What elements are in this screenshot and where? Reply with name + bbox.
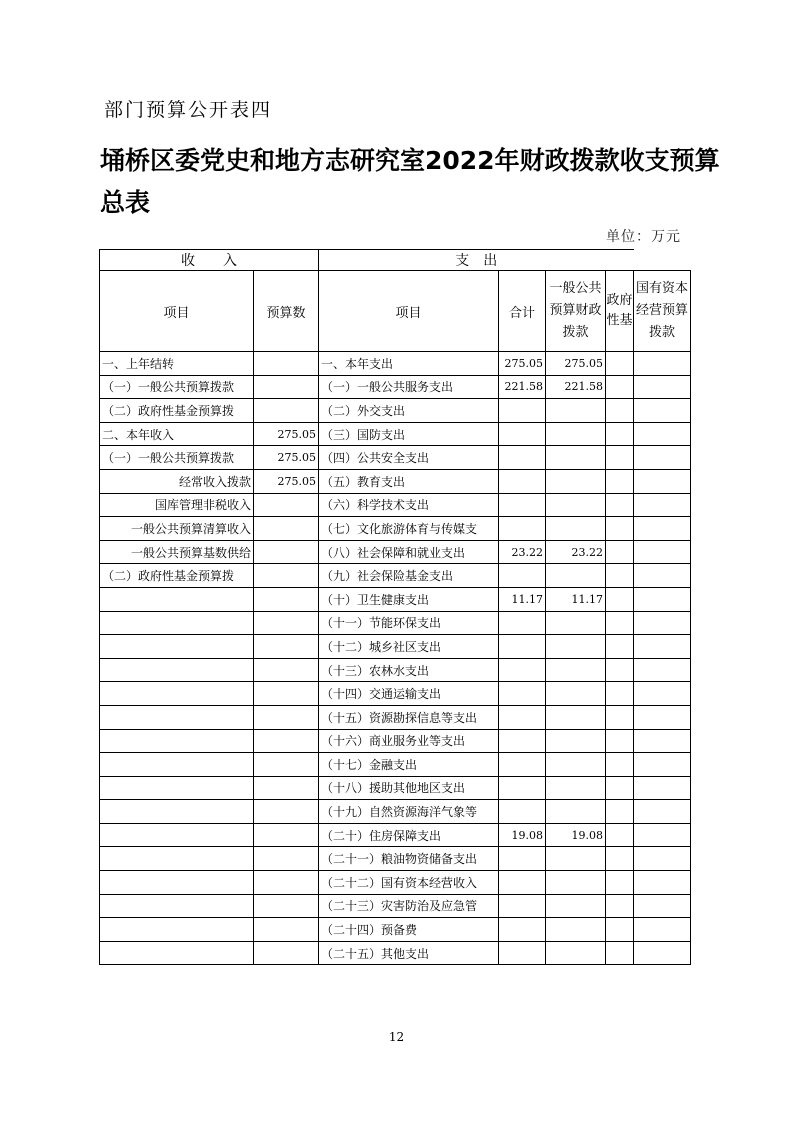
income-item-cell [100, 729, 254, 753]
expense-total-cell [499, 847, 546, 871]
expense-item-cell: （二十三）灾害防治及应急管 [319, 894, 499, 918]
expense-fund-cell [606, 753, 634, 777]
income-header: 收 入 [100, 250, 319, 271]
expense-state-cell [634, 352, 691, 376]
expense-fund-cell [606, 493, 634, 517]
income-item-cell: （二）政府性基金预算拨 [100, 399, 254, 423]
table-row [100, 375, 691, 399]
expense-general-cell [546, 682, 606, 706]
table-row [100, 540, 691, 564]
expense-general-cell [546, 894, 606, 918]
expense-item-cell: （三）国防支出 [319, 422, 499, 446]
income-budget-cell [254, 517, 319, 541]
expense-state-cell [634, 587, 691, 611]
expense-fund-cell [606, 823, 634, 847]
expense-fund-cell [606, 352, 634, 376]
expense-general-cell [546, 705, 606, 729]
col-income-item: 项目 [100, 271, 254, 352]
expense-total-cell: 11.17 [499, 587, 546, 611]
income-budget-cell [254, 729, 319, 753]
expense-state-cell [634, 635, 691, 659]
expense-total-cell [499, 564, 546, 588]
expense-total-cell [499, 871, 546, 895]
expense-item-cell: （十五）资源勘探信息等支出 [319, 705, 499, 729]
expense-total-cell: 23.22 [499, 540, 546, 564]
expense-total-cell [499, 941, 546, 965]
expense-item-cell: （五）教育支出 [319, 469, 499, 493]
income-budget-cell [254, 918, 319, 942]
expense-fund-cell [606, 469, 634, 493]
expense-total-cell [499, 517, 546, 541]
income-budget-cell [254, 847, 319, 871]
expense-general-cell [546, 399, 606, 423]
table-row [100, 682, 691, 706]
expense-state-cell [634, 422, 691, 446]
table-row [100, 658, 691, 682]
expense-general-cell [546, 753, 606, 777]
expense-state-cell [634, 894, 691, 918]
expense-item-cell: （一）一般公共服务支出 [319, 375, 499, 399]
col-general-budget: 一般公共预算财政拨款 [546, 271, 606, 352]
income-item-cell [100, 635, 254, 659]
expense-state-cell [634, 658, 691, 682]
expense-general-cell [546, 871, 606, 895]
expense-total-cell [499, 705, 546, 729]
expense-state-cell [634, 918, 691, 942]
income-item-cell [100, 658, 254, 682]
expense-fund-cell [606, 564, 634, 588]
expense-state-cell [634, 611, 691, 635]
expense-total-cell [499, 635, 546, 659]
expense-total-cell [499, 776, 546, 800]
table-row [100, 564, 691, 588]
income-budget-cell [254, 800, 319, 824]
expense-state-cell [634, 705, 691, 729]
expense-total-cell [499, 446, 546, 470]
expense-item-cell: （十六）商业服务业等支出 [319, 729, 499, 753]
income-item-cell: 一般公共预算基数供给 [100, 540, 254, 564]
income-budget-cell [254, 823, 319, 847]
expense-state-cell [634, 729, 691, 753]
expense-total-cell [499, 399, 546, 423]
expense-state-cell [634, 847, 691, 871]
expense-item-cell: （十八）援助其他地区支出 [319, 776, 499, 800]
expense-item-cell: （二十五）其他支出 [319, 941, 499, 965]
table-row [100, 493, 691, 517]
expense-general-cell: 275.05 [546, 352, 606, 376]
income-item-cell [100, 682, 254, 706]
expense-total-cell [499, 611, 546, 635]
income-budget-cell [254, 635, 319, 659]
income-budget-cell [254, 375, 319, 399]
expense-general-cell [546, 635, 606, 659]
income-budget-cell [254, 611, 319, 635]
income-item-cell: 二、本年收入 [100, 422, 254, 446]
income-item-cell: （二）政府性基金预算拨 [100, 564, 254, 588]
expense-state-cell [634, 800, 691, 824]
income-budget-cell [254, 352, 319, 376]
expense-item-cell: （二十一）粮油物资储备支出 [319, 847, 499, 871]
expense-general-cell: 23.22 [546, 540, 606, 564]
budget-table [99, 249, 691, 965]
income-budget-cell [254, 705, 319, 729]
expense-fund-cell [606, 540, 634, 564]
expense-general-cell [546, 446, 606, 470]
table-row [100, 918, 691, 942]
income-item-cell [100, 705, 254, 729]
income-budget-cell [254, 871, 319, 895]
expense-state-cell [634, 823, 691, 847]
table-row [100, 776, 691, 800]
table-subtitle: 部门预算公开表四 [104, 99, 273, 121]
expense-fund-cell [606, 705, 634, 729]
income-item-cell: （一）一般公共预算拨款 [100, 446, 254, 470]
table-row [100, 587, 691, 611]
col-gov-fund: 政府性基 [606, 271, 634, 352]
table-row [100, 352, 691, 376]
table-row [100, 611, 691, 635]
expense-fund-cell [606, 729, 634, 753]
expense-total-cell [499, 658, 546, 682]
expense-fund-cell [606, 399, 634, 423]
expense-general-cell: 19.08 [546, 823, 606, 847]
table-row [100, 705, 691, 729]
expense-fund-cell [606, 776, 634, 800]
expense-fund-cell [606, 847, 634, 871]
expense-total-cell [499, 729, 546, 753]
expense-state-cell [634, 871, 691, 895]
expense-total-cell [499, 493, 546, 517]
income-item-cell [100, 611, 254, 635]
expense-general-cell [546, 658, 606, 682]
income-budget-cell [254, 776, 319, 800]
expense-fund-cell [606, 587, 634, 611]
income-item-cell: 经常收入拨款 [100, 469, 254, 493]
expense-item-cell: （十四）交通运输支出 [319, 682, 499, 706]
expense-item-cell: （十一）节能环保支出 [319, 611, 499, 635]
expense-state-cell [634, 446, 691, 470]
income-budget-cell [254, 894, 319, 918]
expense-item-cell: （二）外交支出 [319, 399, 499, 423]
expense-fund-cell [606, 894, 634, 918]
income-budget-cell [254, 941, 319, 965]
expense-total-cell [499, 682, 546, 706]
table-row [100, 871, 691, 895]
income-budget-cell [254, 493, 319, 517]
expense-total-cell: 221.58 [499, 375, 546, 399]
income-item-cell [100, 847, 254, 871]
table-row [100, 823, 691, 847]
expense-fund-cell [606, 422, 634, 446]
expense-state-cell [634, 941, 691, 965]
expense-state-cell [634, 493, 691, 517]
income-budget-cell [254, 540, 319, 564]
expense-general-cell [546, 469, 606, 493]
income-budget-cell [254, 587, 319, 611]
income-budget-cell [254, 399, 319, 423]
col-income-budget: 预算数 [254, 271, 319, 352]
expense-general-cell [546, 517, 606, 541]
expense-item-cell: （十七）金融支出 [319, 753, 499, 777]
expense-general-cell [546, 564, 606, 588]
income-item-cell [100, 823, 254, 847]
expense-fund-cell [606, 941, 634, 965]
expense-item-cell: （六）科学技术支出 [319, 493, 499, 517]
income-item-cell [100, 941, 254, 965]
income-budget-cell [254, 753, 319, 777]
income-item-cell [100, 800, 254, 824]
expense-state-cell [634, 469, 691, 493]
expense-item-cell: （二十四）预备费 [319, 918, 499, 942]
income-budget-cell: 275.05 [254, 469, 319, 493]
expense-general-cell: 11.17 [546, 587, 606, 611]
expense-item-cell: （九）社会保险基金支出 [319, 564, 499, 588]
table-row [100, 446, 691, 470]
expense-general-cell [546, 847, 606, 871]
expense-item-cell: （二十二）国有资本经营收入 [319, 871, 499, 895]
income-item-cell [100, 587, 254, 611]
expense-fund-cell [606, 517, 634, 541]
expense-general-cell [546, 611, 606, 635]
table-row [100, 941, 691, 965]
expense-item-cell: （十九）自然资源海洋气象等 [319, 800, 499, 824]
expense-total-cell: 19.08 [499, 823, 546, 847]
expense-general-cell [546, 776, 606, 800]
expense-fund-cell [606, 658, 634, 682]
table-row [100, 635, 691, 659]
expense-state-cell [634, 682, 691, 706]
expense-total-cell [499, 918, 546, 942]
header-blank [634, 250, 691, 271]
income-budget-cell: 275.05 [254, 422, 319, 446]
expense-state-cell [634, 540, 691, 564]
income-item-cell [100, 871, 254, 895]
expense-fund-cell [606, 611, 634, 635]
expense-state-cell [634, 753, 691, 777]
expense-state-cell [634, 564, 691, 588]
page-title: 埇桥区委党史和地方志研究室2022年财政拨款收支预算总表 [100, 146, 720, 217]
expense-general-cell [546, 493, 606, 517]
expense-state-cell [634, 375, 691, 399]
expense-state-cell [634, 399, 691, 423]
expense-item-cell: （二十）住房保障支出 [319, 823, 499, 847]
income-item-cell [100, 918, 254, 942]
expense-total-cell [499, 753, 546, 777]
table-row [100, 753, 691, 777]
expense-general-cell [546, 941, 606, 965]
expense-item-cell: （十三）农林水支出 [319, 658, 499, 682]
expense-item-cell: （七）文化旅游体育与传媒支 [319, 517, 499, 541]
expense-fund-cell [606, 918, 634, 942]
expense-fund-cell [606, 375, 634, 399]
expense-fund-cell [606, 682, 634, 706]
table-row [100, 517, 691, 541]
expense-total-cell [499, 894, 546, 918]
income-item-cell: 一、上年结转 [100, 352, 254, 376]
table-row [100, 399, 691, 423]
expense-item-cell: 一、本年支出 [319, 352, 499, 376]
expense-fund-cell [606, 800, 634, 824]
expense-general-cell [546, 800, 606, 824]
table-row [100, 729, 691, 753]
income-budget-cell: 275.05 [254, 446, 319, 470]
expense-total-cell [499, 422, 546, 446]
income-item-cell [100, 894, 254, 918]
header-row-top [100, 250, 691, 271]
expense-general-cell [546, 422, 606, 446]
unit-label: 单位：万元 [606, 229, 681, 245]
expense-total-cell: 275.05 [499, 352, 546, 376]
income-budget-cell [254, 682, 319, 706]
table-row [100, 469, 691, 493]
expense-fund-cell [606, 635, 634, 659]
table-row [100, 847, 691, 871]
income-item-cell: （一）一般公共预算拨款 [100, 375, 254, 399]
col-state-capital: 国有资本经营预算拨款 [634, 271, 691, 352]
table-row [100, 894, 691, 918]
income-item-cell: 一般公共预算清算收入 [100, 517, 254, 541]
table-row [100, 800, 691, 824]
expense-header: 支 出 [319, 250, 634, 271]
page-number: 12 [388, 1030, 405, 1044]
expense-item-cell: （十）卫生健康支出 [319, 587, 499, 611]
income-item-cell: 国库管理非税收入 [100, 493, 254, 517]
expense-general-cell: 221.58 [546, 375, 606, 399]
header-row-columns [100, 271, 691, 352]
expense-general-cell [546, 918, 606, 942]
expense-fund-cell [606, 446, 634, 470]
expense-item-cell: （十二）城乡社区支出 [319, 635, 499, 659]
expense-fund-cell [606, 871, 634, 895]
col-expense-item: 项目 [319, 271, 499, 352]
col-total: 合计 [499, 271, 546, 352]
income-budget-cell [254, 564, 319, 588]
expense-item-cell: （八）社会保障和就业支出 [319, 540, 499, 564]
expense-total-cell [499, 800, 546, 824]
expense-item-cell: （四）公共安全支出 [319, 446, 499, 470]
expense-total-cell [499, 469, 546, 493]
income-budget-cell [254, 658, 319, 682]
income-item-cell [100, 776, 254, 800]
expense-general-cell [546, 729, 606, 753]
expense-state-cell [634, 776, 691, 800]
table-row [100, 422, 691, 446]
income-item-cell [100, 753, 254, 777]
expense-state-cell [634, 517, 691, 541]
